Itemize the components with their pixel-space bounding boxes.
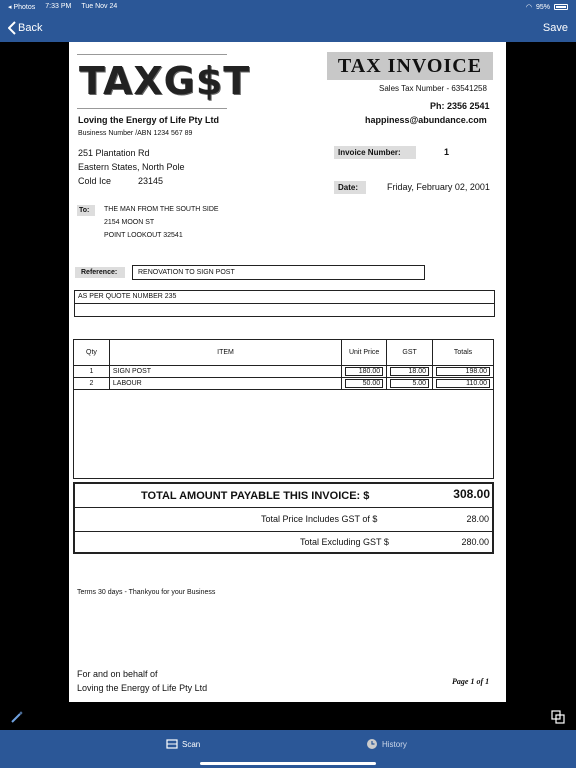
total-payable-label: TOTAL AMOUNT PAYABLE THIS INVOICE: $ xyxy=(141,490,370,502)
gst-included-value: 28.00 xyxy=(466,514,489,524)
address-line-2: Eastern States, North Pole xyxy=(78,162,185,172)
email-address: happiness@abundance.com xyxy=(365,115,487,125)
save-button[interactable]: Save xyxy=(542,22,568,34)
crop-pages-icon[interactable] xyxy=(551,710,565,727)
sales-tax-number: Sales Tax Number - 63541258 xyxy=(379,84,487,93)
total-payable-row xyxy=(75,484,492,508)
row-item: LABOUR xyxy=(109,378,341,390)
battery-icon xyxy=(554,4,568,10)
status-time: 7:33 PM xyxy=(45,3,72,10)
to-label: To: xyxy=(77,205,95,216)
row-gst xyxy=(387,366,433,378)
clock-icon xyxy=(366,738,378,750)
row-qty: 2 xyxy=(74,378,110,390)
address-line-1: 251 Plantation Rd xyxy=(78,148,150,158)
recipient-street: 2154 MOON ST xyxy=(104,219,155,226)
behalf-line-1: For and on behalf of xyxy=(77,669,158,679)
items-table xyxy=(73,339,494,390)
wifi-icon: ◠ xyxy=(525,4,532,11)
phone-number: Ph: 2356 2541 xyxy=(430,101,490,111)
table-row xyxy=(74,378,494,390)
row-total xyxy=(433,378,494,390)
tab-history[interactable] xyxy=(366,738,407,750)
invoice-title: TAX INVOICE xyxy=(327,52,493,80)
total-excluding-row xyxy=(75,532,492,552)
row-unit-price xyxy=(342,366,387,378)
row-qty: 1 xyxy=(74,366,110,378)
tab-scan-label: Scan xyxy=(182,739,201,749)
payment-terms: Terms 30 days - Thankyou for your Business xyxy=(77,589,216,596)
back-button[interactable] xyxy=(8,21,42,35)
total-excluding-value: 280.00 xyxy=(461,537,489,547)
tab-bar xyxy=(0,730,576,768)
abn-number: Business Number /ABN 1234 567 89 xyxy=(78,130,193,137)
col-totals-header: Totals xyxy=(433,340,494,366)
recipient-city: POINT LOOKOUT 32541 xyxy=(104,232,183,239)
document-preview xyxy=(0,42,576,730)
row-item: SIGN POST xyxy=(109,366,341,378)
invoice-date: Friday, February 02, 2001 xyxy=(387,182,490,192)
company-logo: TAXG$T xyxy=(79,59,251,103)
address-postcode: 23145 xyxy=(138,176,164,186)
table-row xyxy=(74,366,494,378)
chevron-left-icon xyxy=(8,21,16,35)
date-label: Date: xyxy=(334,181,366,194)
invoice-number: 1 xyxy=(444,147,450,157)
totals-frame xyxy=(73,482,494,554)
col-qty-header: Qty xyxy=(74,340,110,366)
navigation-bar xyxy=(0,14,576,42)
back-to-app-link[interactable]: ◂ Photos xyxy=(8,4,36,11)
total-excluding-label: Total Excluding GST $ xyxy=(300,537,389,547)
home-indicator[interactable] xyxy=(200,762,376,765)
magic-wand-icon[interactable] xyxy=(10,710,24,727)
behalf-line-2: Loving the Energy of Life Pty Ltd xyxy=(77,683,208,693)
row-total xyxy=(433,366,494,378)
back-label: Back xyxy=(18,22,43,34)
company-name: Loving the Energy of Life Pty Ltd xyxy=(78,115,220,125)
tab-history-label: History xyxy=(382,739,407,749)
quote-reference: AS PER QUOTE NUMBER 235 xyxy=(75,291,494,304)
gst-included-label: Total Price Includes GST of $ xyxy=(261,514,378,524)
gst-value: 5.00 xyxy=(390,379,429,388)
reference-label: Reference: xyxy=(75,267,125,278)
recipient-name: THE MAN FROM THE SOUTH SIDE xyxy=(104,206,219,213)
status-date: Tue Nov 24 xyxy=(81,3,118,10)
col-gst-header: GST xyxy=(387,340,433,366)
total-value: 198.00 xyxy=(436,367,490,376)
tab-scan[interactable] xyxy=(166,738,200,750)
invoice-page xyxy=(69,42,506,702)
col-unit-price-header: Unit Price xyxy=(342,340,387,366)
col-item-header: ITEM xyxy=(109,340,341,366)
unit-price-value: 50.00 xyxy=(345,379,383,388)
logo-divider-top xyxy=(77,54,227,55)
scanner-icon xyxy=(166,738,178,750)
reference-value: RENOVATION TO SIGN POST xyxy=(132,265,425,280)
total-payable-value: 308.00 xyxy=(453,487,490,501)
battery-percent: 95% xyxy=(535,3,550,11)
address-city: Cold Ice xyxy=(78,176,112,186)
items-header-row xyxy=(74,340,494,366)
gst-value: 18.00 xyxy=(390,367,429,376)
quote-box xyxy=(74,290,495,317)
logo-divider-bottom xyxy=(77,108,227,109)
status-bar xyxy=(0,0,576,14)
unit-price-value: 180.00 xyxy=(345,367,383,376)
row-unit-price xyxy=(342,378,387,390)
page-number: Page 1 of 1 xyxy=(452,677,490,686)
invoice-number-label: Invoice Number: xyxy=(334,146,416,159)
total-value: 110.00 xyxy=(436,379,490,388)
gst-included-row xyxy=(75,508,492,532)
row-gst xyxy=(387,378,433,390)
